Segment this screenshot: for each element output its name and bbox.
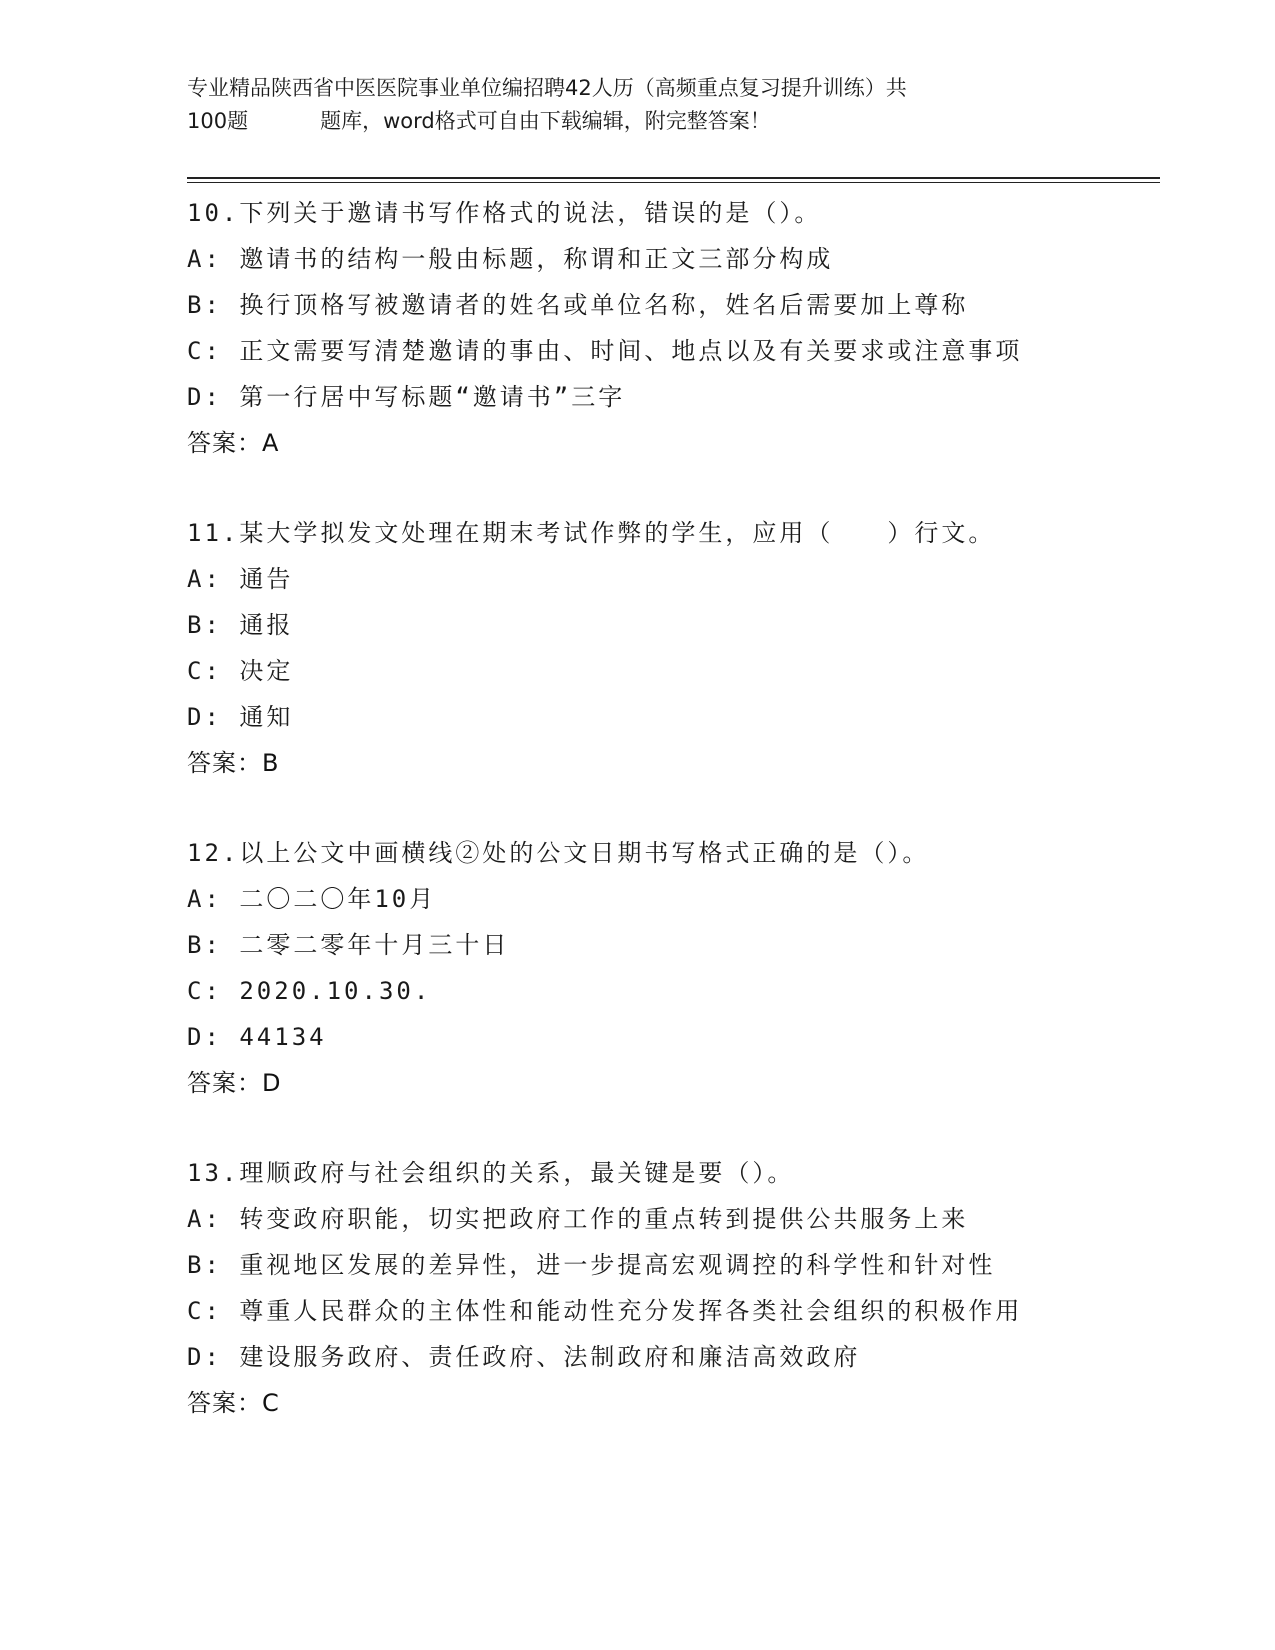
question-10 [187, 190, 1147, 466]
option-letter: D: [187, 703, 222, 731]
option-b [187, 282, 1147, 328]
answer-label: 答案： [187, 1069, 262, 1097]
answer-value: A [262, 429, 280, 457]
option-b [187, 922, 1147, 968]
header-description: 题库，word格式可自由下载编辑，附完整答案！ [320, 109, 771, 133]
option-b [187, 602, 1147, 648]
answer-line [187, 420, 1147, 466]
option-c [187, 648, 1147, 694]
question-stem: 13.理顺政府与社会组织的关系，最关键是要（）。 [187, 1159, 795, 1187]
option-letter: C: [187, 1297, 222, 1325]
option-a [187, 556, 1147, 602]
question-stem: 11.某大学拟发文处理在期末考试作弊的学生，应用（ ）行文。 [187, 519, 996, 547]
option-text: 转变政府职能，切实把政府工作的重点转到提供公共服务上来 [239, 1205, 969, 1233]
option-text: 正文需要写清楚邀请的事由、时间、地点以及有关要求或注意事项 [239, 337, 1023, 365]
option-c [187, 1288, 1147, 1334]
option-text: 二〇二〇年10月 [239, 885, 437, 913]
option-text: 第一行居中写标题“邀请书”三字 [239, 383, 626, 411]
option-a [187, 876, 1147, 922]
option-letter: D: [187, 1343, 222, 1371]
answer-value: D [262, 1069, 282, 1097]
option-letter: C: [187, 337, 222, 365]
header-line-1: 专业精品陕西省中医医院事业单位编招聘42人历（高频重点复习提升训练）共 [187, 76, 907, 100]
option-c [187, 328, 1147, 374]
answer-line [187, 1380, 1147, 1426]
answer-value: B [262, 749, 280, 777]
option-a [187, 236, 1147, 282]
option-letter: D: [187, 1023, 222, 1051]
question-list [187, 190, 1147, 1426]
header-question-count: 100题 [187, 109, 249, 133]
option-b [187, 1242, 1147, 1288]
answer-line [187, 740, 1147, 786]
header-divider-thin [187, 182, 1160, 183]
answer-label: 答案： [187, 1389, 262, 1417]
question-11 [187, 510, 1147, 786]
option-text: 决定 [239, 657, 294, 685]
option-c [187, 968, 1147, 1014]
option-text: 2020.10.30. [239, 977, 432, 1005]
document-header [187, 72, 1067, 138]
option-letter: B: [187, 611, 222, 639]
option-d [187, 374, 1147, 420]
option-a [187, 1196, 1147, 1242]
option-text: 通报 [239, 611, 294, 639]
option-text: 尊重人民群众的主体性和能动性充分发挥各类社会组织的积极作用 [239, 1297, 1023, 1325]
option-letter: A: [187, 245, 222, 273]
question-stem: 12.以上公文中画横线②处的公文日期书写格式正确的是（）。 [187, 839, 930, 867]
question-12 [187, 830, 1147, 1106]
option-letter: B: [187, 291, 222, 319]
answer-value: C [262, 1389, 280, 1417]
option-letter: B: [187, 931, 222, 959]
option-letter: D: [187, 383, 222, 411]
answer-label: 答案： [187, 429, 262, 457]
option-d [187, 1014, 1147, 1060]
option-letter: A: [187, 565, 222, 593]
option-text: 重视地区发展的差异性，进一步提高宏观调控的科学性和针对性 [239, 1251, 996, 1279]
option-text: 换行顶格写被邀请者的姓名或单位名称，姓名后需要加上尊称 [239, 291, 969, 319]
option-letter: A: [187, 1205, 222, 1233]
header-line-2 [187, 105, 1067, 138]
option-text: 二零二零年十月三十日 [239, 931, 510, 959]
option-letter: C: [187, 657, 222, 685]
option-text: 通知 [239, 703, 294, 731]
option-text: 通告 [239, 565, 294, 593]
option-text: 44134 [239, 1023, 327, 1051]
option-letter: C: [187, 977, 222, 1005]
option-letter: A: [187, 885, 222, 913]
option-letter: B: [187, 1251, 222, 1279]
answer-label: 答案： [187, 749, 262, 777]
answer-line [187, 1060, 1147, 1106]
option-text: 建设服务政府、责任政府、法制政府和廉洁高效政府 [239, 1343, 861, 1371]
header-divider-thick [187, 177, 1160, 179]
option-d [187, 1334, 1147, 1380]
option-text: 邀请书的结构一般由标题，称谓和正文三部分构成 [239, 245, 834, 273]
option-d [187, 694, 1147, 740]
question-stem: 10.下列关于邀请书写作格式的说法，错误的是（）。 [187, 199, 822, 227]
question-13 [187, 1150, 1147, 1426]
